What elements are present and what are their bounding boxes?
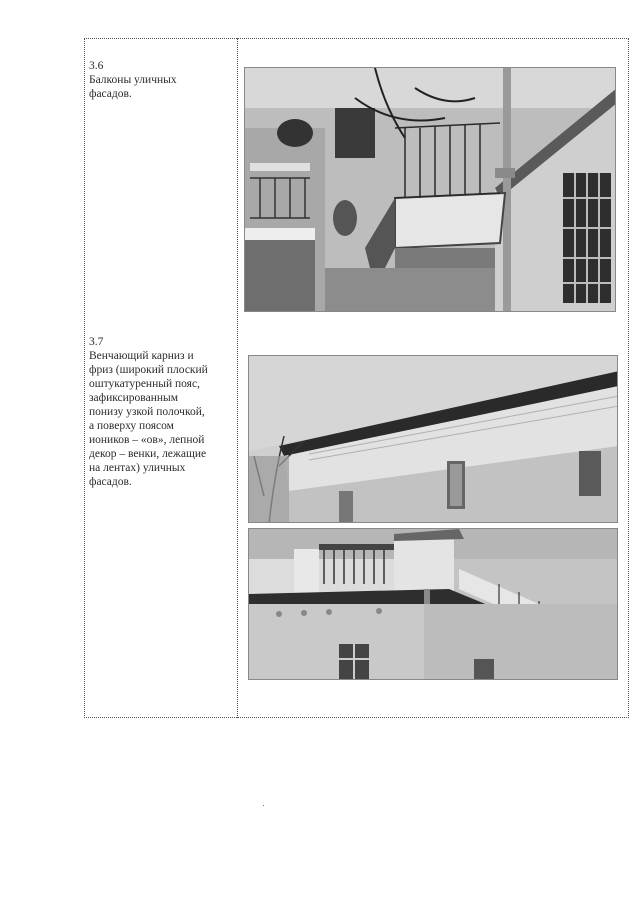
scan-speck (263, 805, 264, 806)
row-3-6-cell (89, 59, 234, 101)
balconies-photo (244, 67, 616, 312)
row-3-7-cell (89, 335, 234, 489)
corner-balustrade-photo (248, 528, 618, 680)
row-number: 3.7 (89, 336, 104, 348)
table-column-divider (237, 38, 238, 718)
row-description: Балконы уличных фасадов. (89, 74, 177, 100)
row-description: Венчающий карниз и фриз (широкий плоский оштукатуренный пояс, зафиксированным понизу узкой полочкой, а поверху поясом иоников – «ов», лепной декор – венки, лежащие на лентах) уличных фасадов. (89, 350, 208, 488)
cornice-photo (248, 355, 618, 523)
row-number: 3.6 (89, 60, 104, 72)
